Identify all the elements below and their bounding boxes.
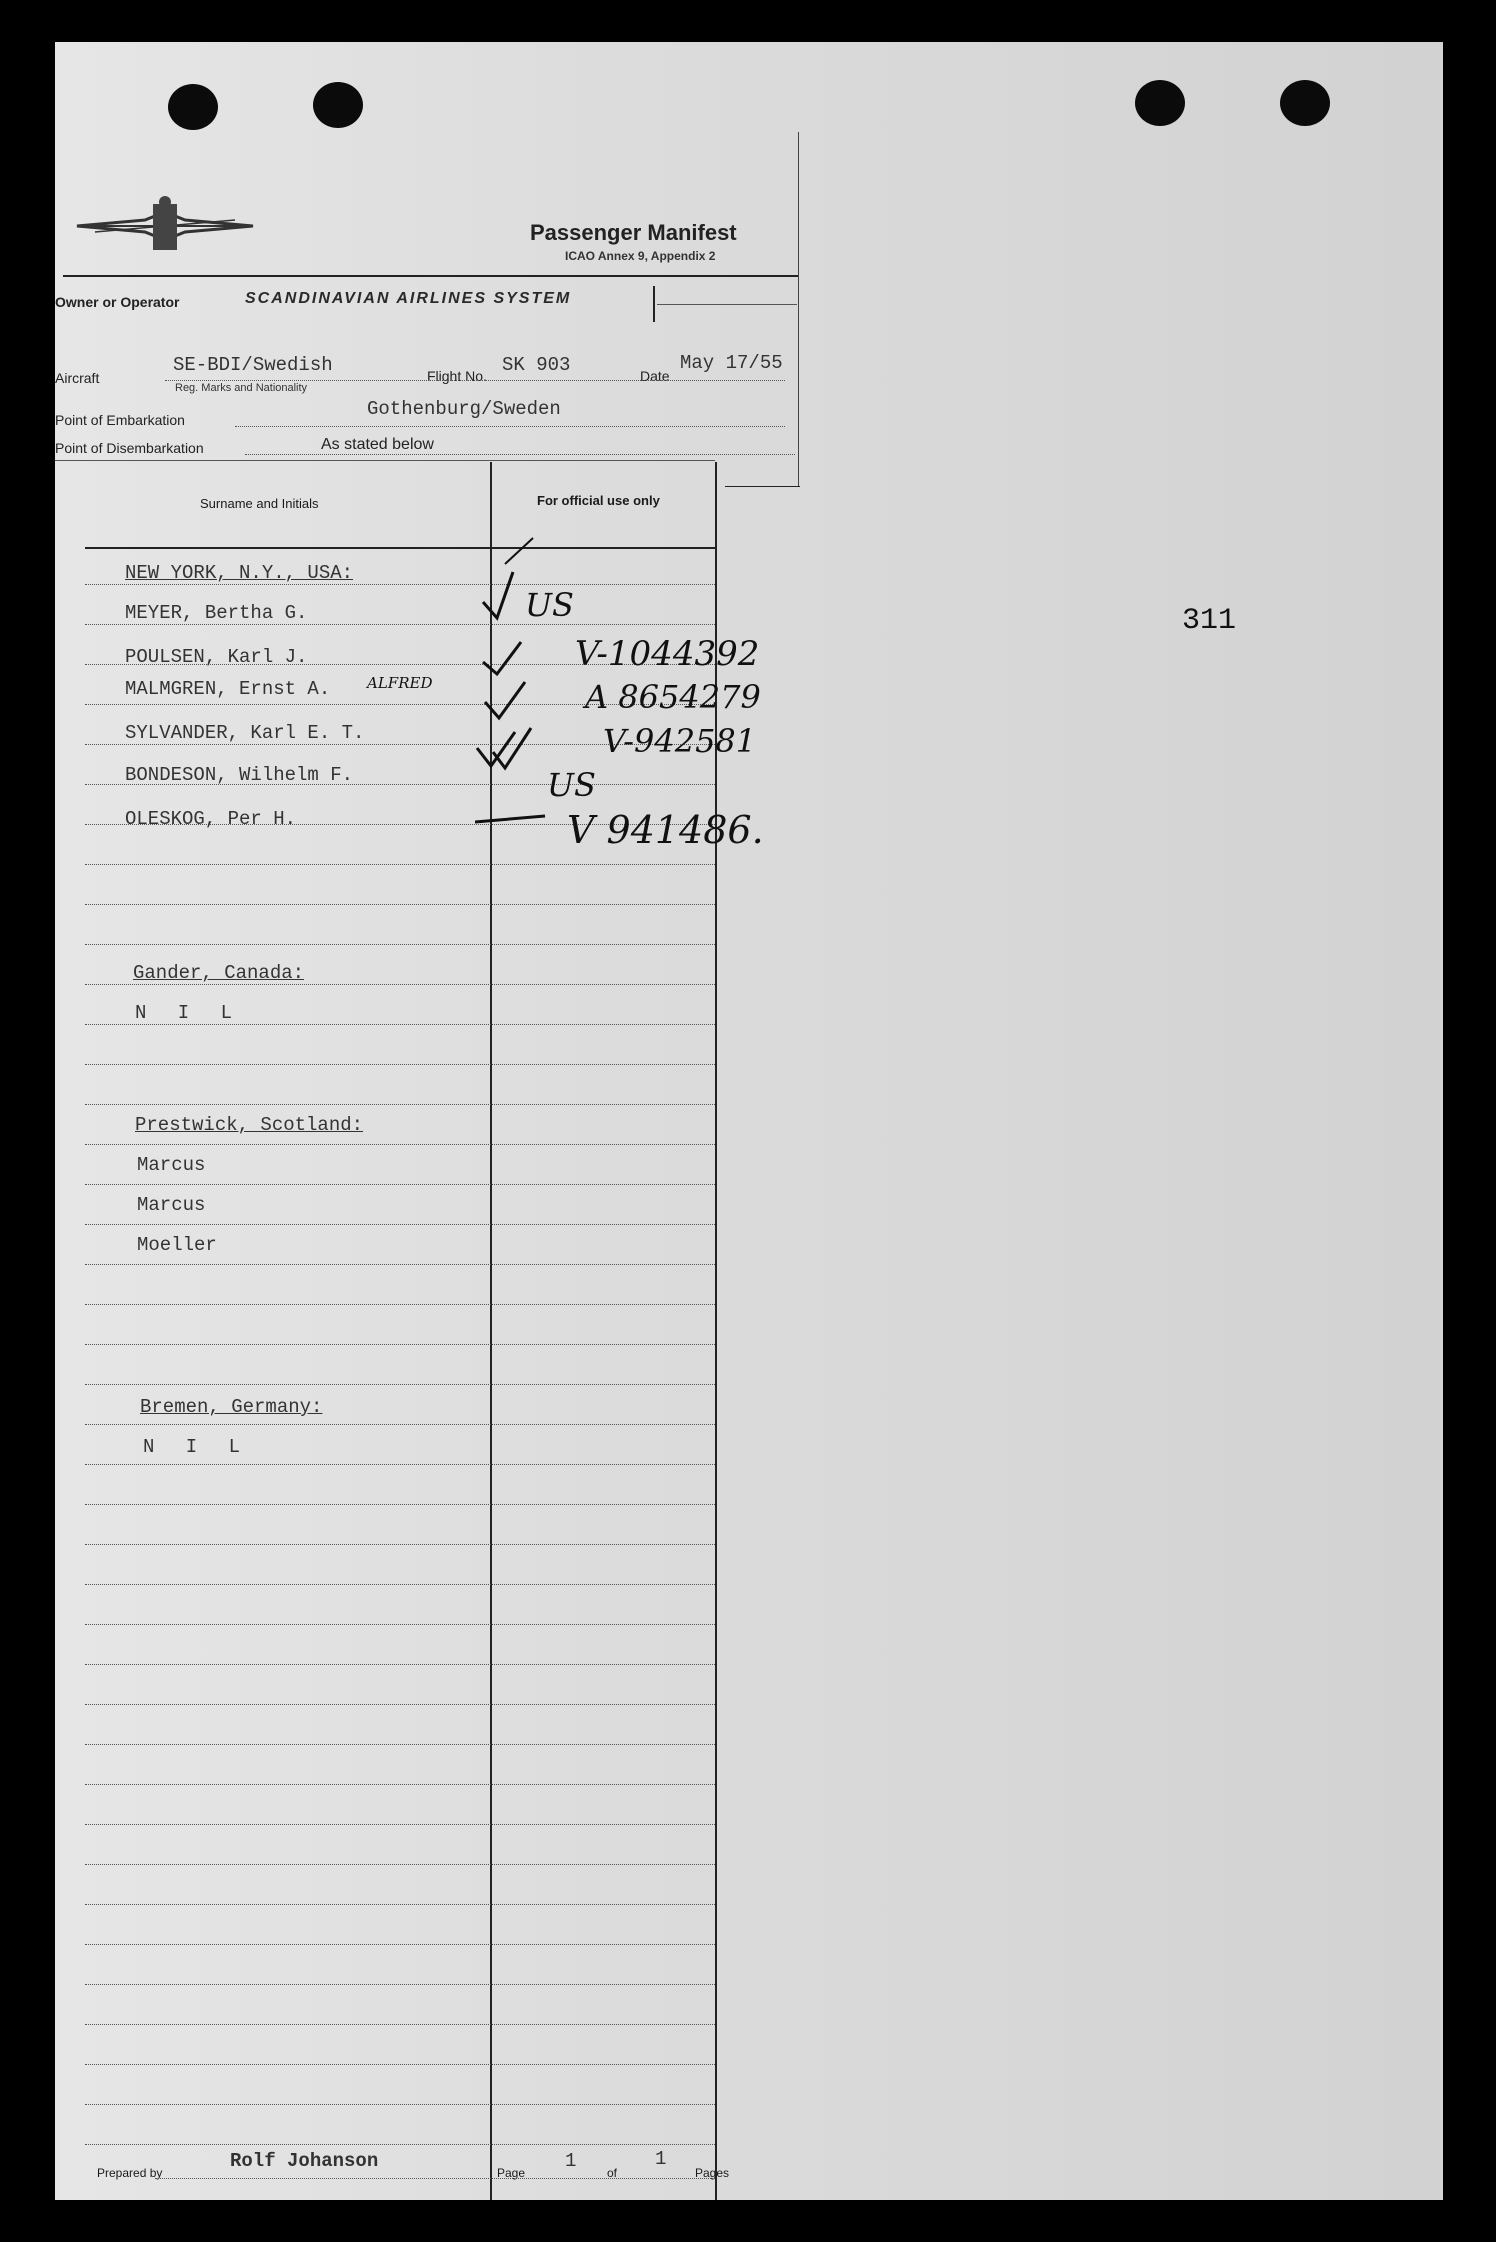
section-heading: Prestwick, Scotland: [135,1114,364,1136]
punch-hole [168,84,218,130]
header-rule [63,275,798,277]
passenger-name: Marcus [137,1194,206,1216]
airline-logo-icon [75,192,255,262]
disembark-label: Point of Disembarkation [55,440,204,456]
page-value: 1 [565,2150,577,2172]
official-column-header: For official use only [537,493,660,508]
embark-value: Gothenburg/Sweden [367,398,561,420]
manifest-sheet [55,42,1443,2200]
passenger-name: N I L [135,1002,243,1024]
passenger-name: SYLVANDER, Karl E. T. [125,722,365,744]
punch-hole [313,82,363,128]
prepared-value: Rolf Johanson [230,2150,379,2172]
of-label: of [607,2166,618,2180]
field-rule [165,380,785,382]
passenger-name: BONDESON, Wilhelm F. [125,764,354,786]
passenger-name: Marcus [137,1154,206,1176]
passenger-name: MEYER, Bertha G. [125,602,308,624]
punch-hole [1135,80,1185,126]
box-corner-rule [725,486,800,487]
date-label: Date [640,368,670,384]
section-heading: NEW YORK, N.Y., USA: [125,562,354,584]
of-value: 1 [655,2148,667,2170]
flight-value: SK 903 [502,354,571,376]
flight-label: Flight No. [427,368,487,384]
section-heading: Gander, Canada: [133,962,305,984]
owner-value: SCANDINAVIAN AIRLINES SYSTEM [245,290,572,307]
manifest-subtitle: ICAO Annex 9, Appendix 2 [565,249,716,263]
field-rule [245,454,795,456]
field-rule [235,426,785,428]
ink-line [657,304,797,305]
handwritten-correction: ALFRED [367,674,433,692]
official-mark: A 8654279 [585,678,761,716]
section-heading: Bremen, Germany: [140,1396,323,1418]
official-mark: US [525,586,574,624]
reg-label: Reg. Marks and Nationality [175,382,308,394]
passenger-name: MALMGREN, Ernst A. [125,678,331,700]
official-mark: US [547,766,596,804]
punch-hole [1280,80,1330,126]
manifest-title: Passenger Manifest [530,220,737,245]
disembark-value: As stated below [321,436,434,453]
official-mark: V-1044392 [575,634,760,674]
table-top-rule [55,460,715,461]
owner-label: Owner or Operator [55,294,180,310]
header-underline [85,547,715,549]
passenger-name: POULSEN, Karl J. [125,646,308,668]
ink-stroke [653,286,655,322]
official-mark: V 941486. [567,808,764,852]
passenger-name: OLESKOG, Per H. [125,808,297,830]
official-mark: V-942581 [603,722,757,760]
names-column-header: Surname and Initials [200,496,319,511]
header-box-right-edge [798,132,799,487]
page-number-stamp: 311 [1182,604,1237,638]
embark-label: Point of Embarkation [55,412,185,428]
pages-label: Pages [695,2166,730,2180]
passenger-name: N I L [143,1436,251,1458]
aircraft-label: Aircraft [55,370,100,386]
passenger-name: Moeller [137,1234,217,1256]
footer-rule [155,2178,715,2180]
aircraft-value: SE-BDI/Swedish [173,354,333,376]
page-label: Page [497,2166,526,2180]
date-value: May 17/55 [680,352,783,374]
prepared-label: Prepared by [97,2166,163,2180]
